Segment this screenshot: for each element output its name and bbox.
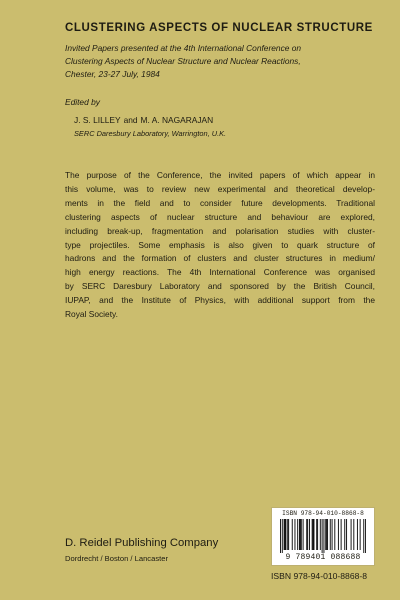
description-line: including break-up, fragmentation and polarisation studies with cluster- <box>65 225 375 236</box>
barcode-bar <box>316 519 317 550</box>
subtitle-line: Chester, 23-27 July, 1984 <box>65 69 160 79</box>
publisher-cities: Dordrecht / Boston / Lancaster <box>65 554 168 563</box>
barcode-bar <box>357 519 358 550</box>
barcode-bar <box>303 519 304 550</box>
description-line: type projectiles. Some emphasis is also given to quark structure of <box>65 239 375 250</box>
barcode-bar <box>323 519 324 553</box>
barcode-bar <box>313 519 314 550</box>
barcode-bar <box>351 519 352 550</box>
barcode-bar <box>344 519 345 550</box>
barcode-bar <box>287 519 288 550</box>
isbn-text: ISBN 978-94-010-8868-8 <box>271 571 368 581</box>
barcode-bar <box>301 519 302 550</box>
barcode-bar <box>307 519 308 550</box>
barcode-bar <box>363 519 364 553</box>
barcode-bar <box>325 519 326 550</box>
barcode-bar <box>300 519 301 550</box>
barcode-bar <box>317 519 318 550</box>
barcode-bar <box>313 519 314 550</box>
barcode-bars <box>280 519 366 553</box>
barcode-bar <box>294 519 295 550</box>
barcode-bar <box>309 519 310 550</box>
book-title: CLUSTERING ASPECTS OF NUCLEAR STRUCTURE <box>65 22 373 34</box>
editor-name: M. A. NAGARAJAN <box>140 115 214 125</box>
description-line: by SERC Daresbury Laboratory and sponsored by the British Council, <box>65 281 375 292</box>
description-line: The purpose of the Conference, the invited papers of which appear in <box>65 170 375 180</box>
book-subtitle <box>65 42 375 81</box>
barcode-bar <box>297 519 298 550</box>
barcode-bar <box>285 519 286 550</box>
barcode-label <box>271 507 375 566</box>
editor-join: and <box>123 115 138 125</box>
subtitle-line: Invited Papers presented at the 4th International Conference on <box>65 43 302 53</box>
barcode-bar <box>332 519 333 550</box>
description-line: this volume, was to review new experimental and theoretical develop- <box>65 183 375 194</box>
barcode-bar <box>338 519 339 550</box>
description-line: clustering aspects of nuclear structure and behaviour are explored, <box>65 211 375 222</box>
barcode-bar <box>292 519 293 550</box>
barcode-bar <box>365 519 366 553</box>
barcode-bar <box>353 519 354 550</box>
edited-by-label: Edited by <box>65 97 100 107</box>
barcode-bar <box>288 519 289 550</box>
barcode-bar <box>360 519 361 550</box>
barcode-bar <box>334 519 335 550</box>
barcode-bar <box>280 519 281 553</box>
barcode-bar <box>299 519 300 550</box>
barcode-bar <box>326 519 327 550</box>
barcode-bar <box>322 519 323 553</box>
barcode-bar <box>346 519 347 550</box>
barcode-bar <box>312 519 313 550</box>
publisher-name: D. Reidel Publishing Company <box>65 537 219 549</box>
barcode-bar <box>327 519 328 550</box>
description-line: Royal Society. <box>65 309 118 320</box>
barcode-bar <box>330 519 331 550</box>
description-line: IUPAP, and the Institute of Physics, with additional support from the <box>65 295 375 306</box>
description-line: high energy reactions. The 4th International Conference was organised <box>65 267 375 278</box>
barcode-bar <box>282 519 283 553</box>
editor-affiliation: SERC Daresbury Laboratory, Warrington, U.K. <box>74 129 227 138</box>
description-line: hadrons and the formation of clusters and cluster structures in medium/ <box>65 253 375 264</box>
barcode-bar <box>284 519 285 550</box>
barcode-digits: 9 789401 088688 <box>285 553 361 562</box>
editors <box>74 115 213 125</box>
barcode-bar <box>306 519 307 550</box>
description-line: ments in the field and to consider future developments. Traditional <box>65 197 375 208</box>
subtitle-line: Clustering Aspects of Nuclear Structure and Nuclear Reactions, <box>65 56 301 66</box>
description <box>65 169 375 322</box>
editor-name: J. S. LILLEY <box>74 115 121 125</box>
barcode-bar <box>285 519 286 550</box>
barcode-isbn-text: ISBN 978-94-010-8868-8 <box>282 510 364 517</box>
barcode-bar <box>320 519 321 550</box>
barcode-bar <box>341 519 342 550</box>
